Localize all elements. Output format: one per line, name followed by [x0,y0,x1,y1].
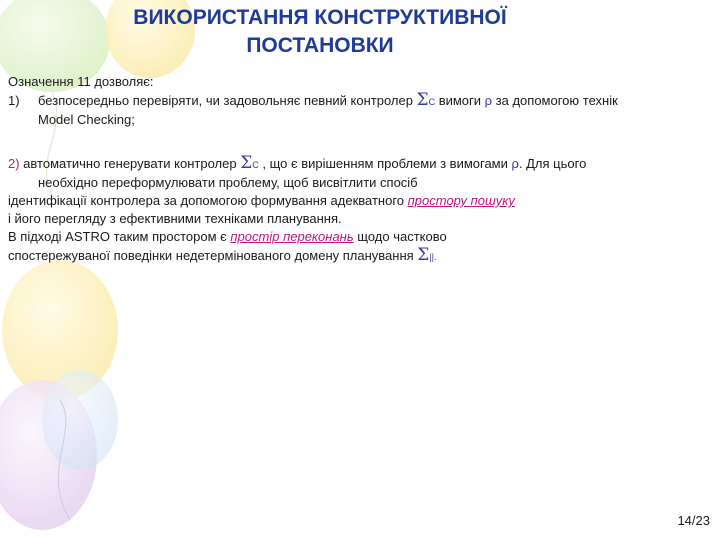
list-number: 1) [8,93,20,108]
rho-symbol: ρ [484,93,493,108]
text: щодо частково [353,229,447,244]
text: В підході ASTRO таким простором є [8,229,231,244]
sigma-symbol: Σ [240,153,253,173]
text: . Для цього [518,156,587,171]
text: автоматично генерувати контролер [19,156,241,171]
search-space-term: простору пошуку [407,193,515,208]
title-line-2: ПОСТАНОВКИ [246,34,394,57]
text: безпосередньо перевіряти, чи задовольняє певний контролер [38,93,417,108]
text: ідентифікації контролера за допомогою формування адекватного [8,193,408,208]
list-number: 2) [8,156,20,171]
text: спостережуваної поведінки недетермінованого домену планування [8,248,418,263]
astro-paragraph [8,228,713,246]
astro-paragraph-line-2 [8,246,713,266]
page-title [0,4,640,60]
text: вимоги [435,93,485,108]
page-number: 14/23 [677,513,710,528]
list-item-1 [8,91,713,111]
list-item-2 [8,154,713,174]
intro-text: Означення 11 дозволяє: [8,74,154,89]
balloon-blue-icon [42,370,118,470]
list-item-2-line-3 [8,192,713,210]
slide-body [8,73,713,266]
sigma-symbol: Σ [416,90,429,110]
list-item-2-line-4: і його перегляду з ефективними техніками планування. [8,211,342,226]
belief-space-term: простір переконань [230,229,354,244]
sigma-symbol: Σ [417,245,430,265]
list-item-2-line-2: необхідно переформулювати проблему, щоб висвітлити спосіб [38,175,418,190]
sigma-subscript: C [428,97,436,107]
sigma-subscript: C [252,160,259,170]
rho-symbol: ρ [511,156,519,171]
text: , що є вирішенням проблеми з вимогами [258,156,512,171]
text: за допомогою технік [492,93,618,108]
sigma-subscript: ||. [429,252,437,262]
title-line-1: ВИКОРИСТАННЯ КОНСТРУКТИВНОЇ [133,6,507,29]
list-item-1-line-2: Model Checking; [38,112,135,127]
